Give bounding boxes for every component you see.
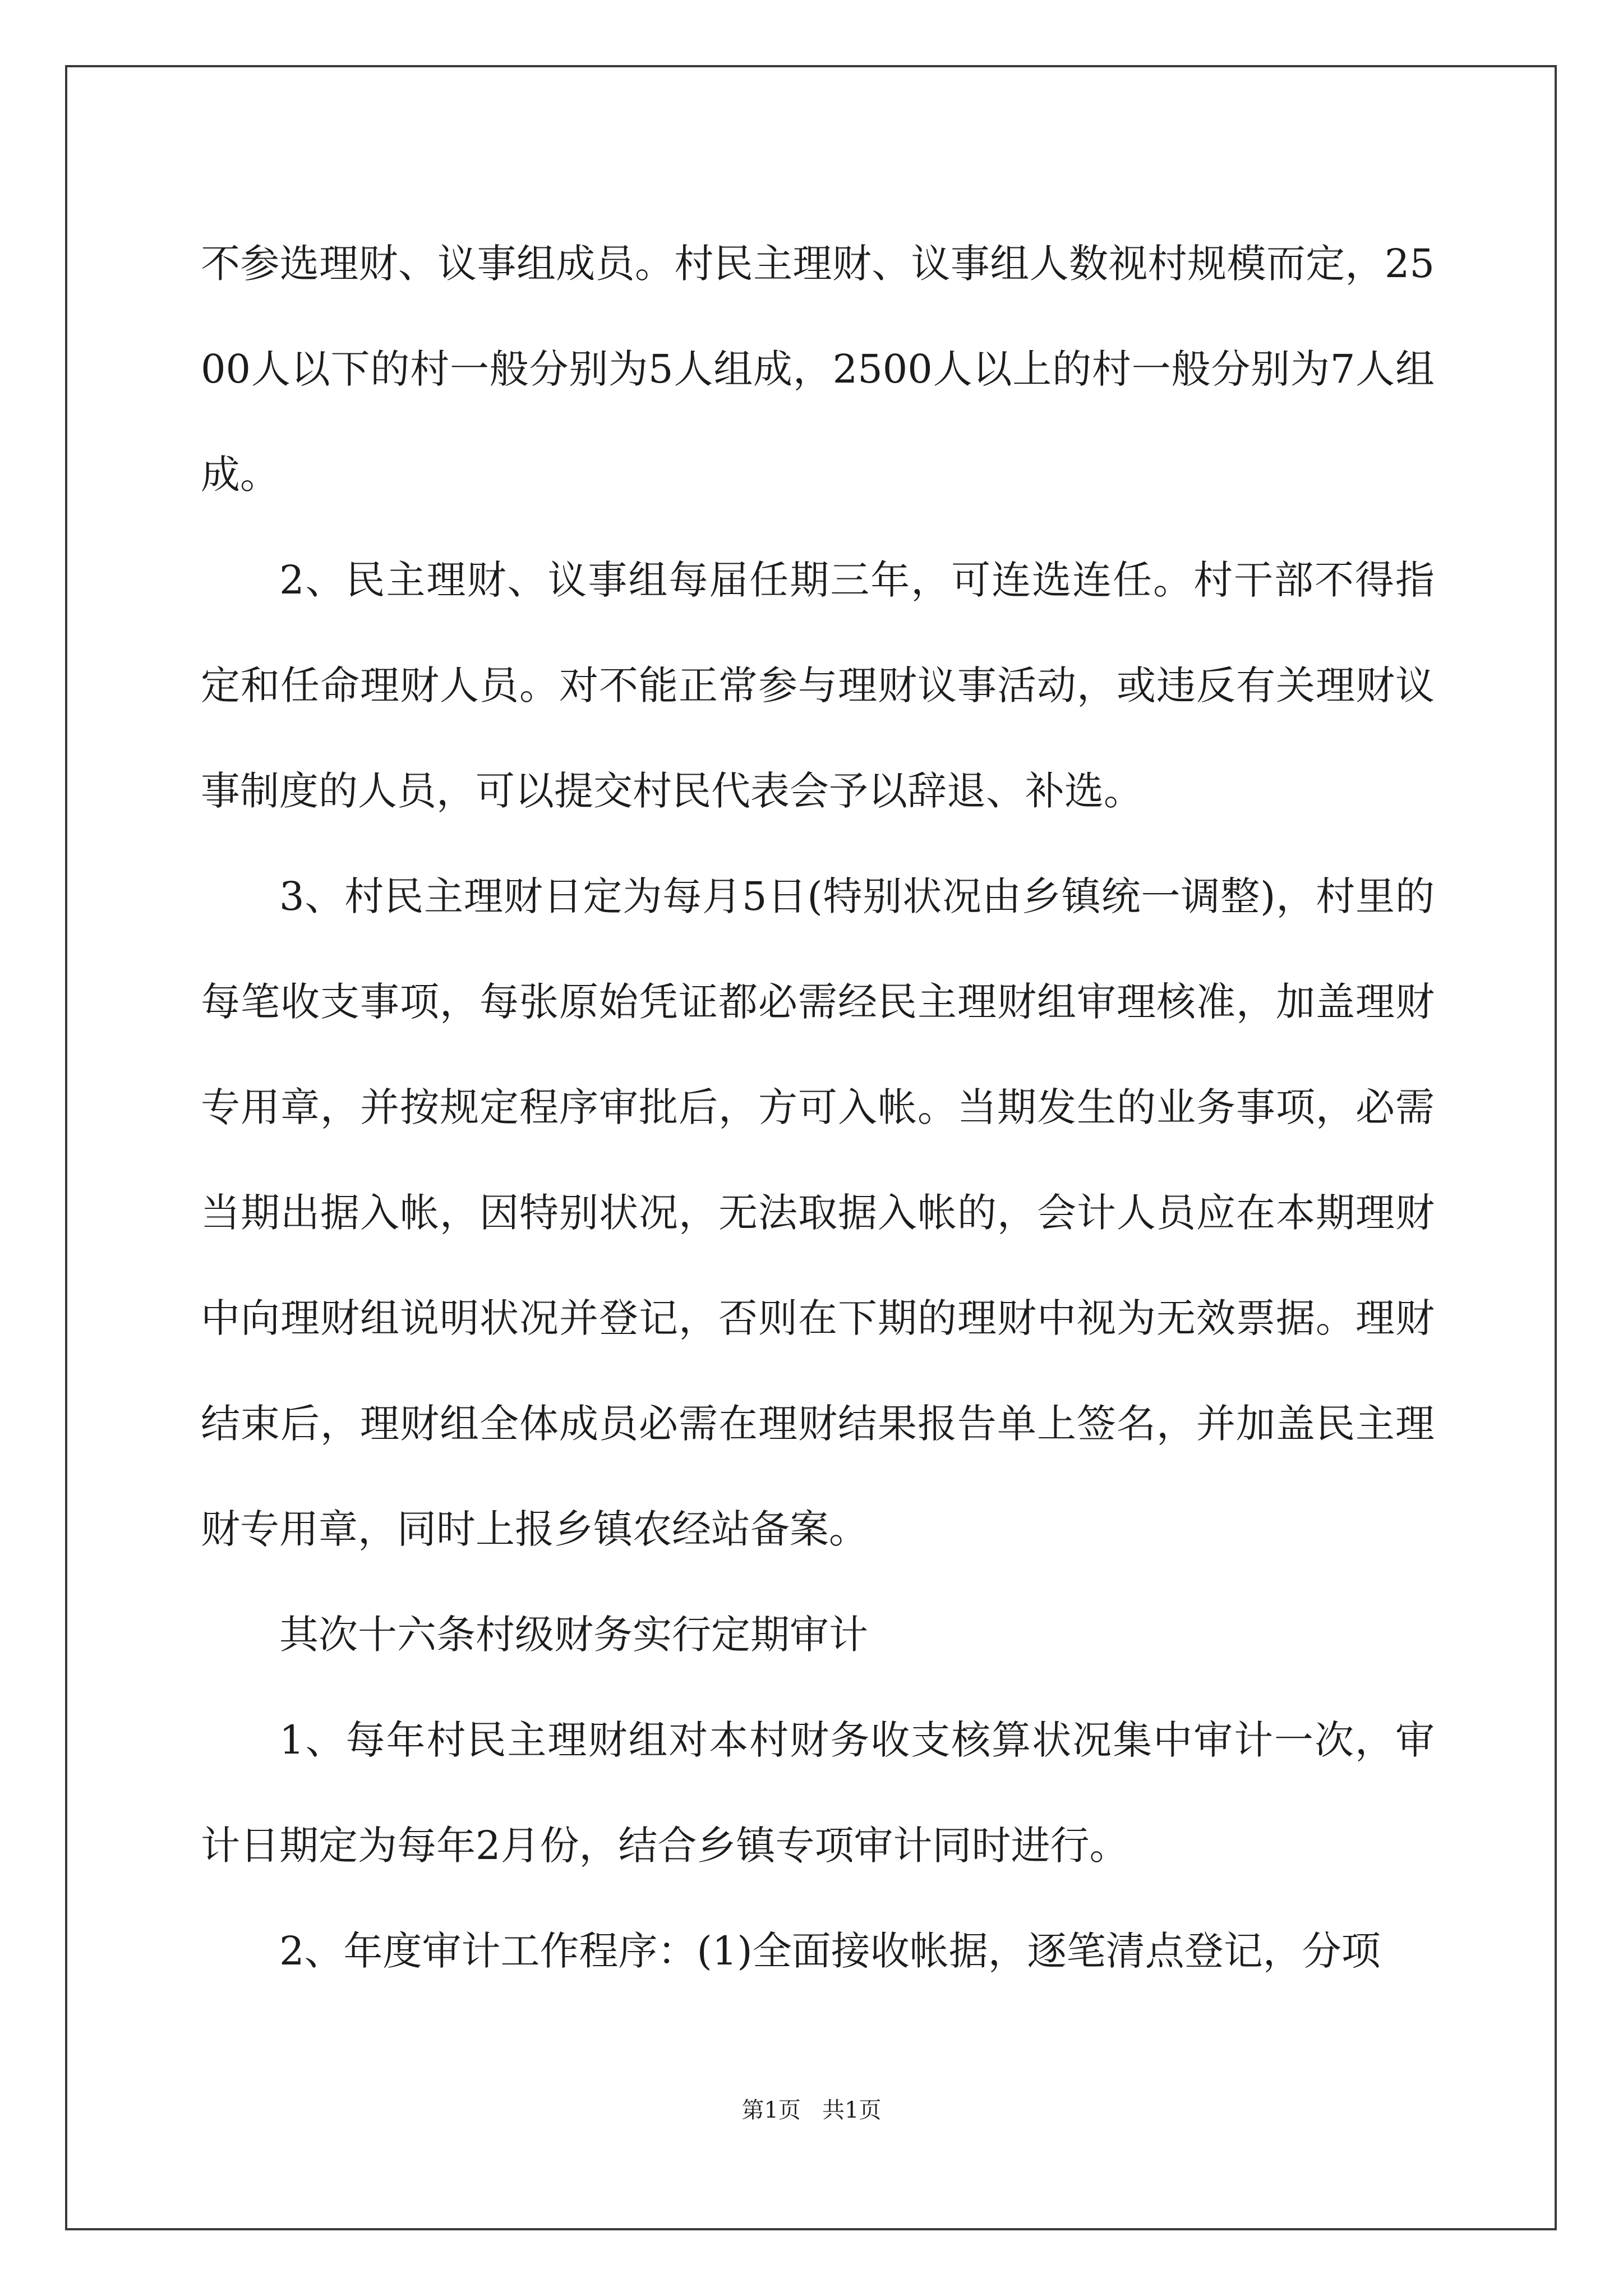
paragraph-3: 3、村民主理财日定为每月5日(特别状况由乡镇统一调整)，村里的每笔收支事项，每张原始凭证都必需经民主理财组审理核准，加盖理财专用章，并按规定程序审批后，方可入帐。当期发生的业务事项，必需当期出据入帐，因特别状况，无法取据入帐的，会计人员应在本期理财中向理财组说明状况并登记，否则在下期的理财中视为无效票据。理财结束后，理财组全体成员必需在理财结果报告单上签名，并加盖民主理财专用章，同时上报乡镇农经站备案。 bbox=[201, 873, 1435, 1552]
paragraph-2: 2、民主理财、议事组每届任期三年，可连选连任。村干部不得指定和任命理财人员。对不能正常参与理财议事活动，或违反有关理财议事制度的人员，可以提交村民代表会予以辞退、补选。 bbox=[201, 557, 1435, 814]
paragraph-1: 不参选理财、议事组成员。村民主理财、议事组人数视村规模而定，2500人以下的村一般分别为5人组成，2500人以上的村一般分别为7人组成。 bbox=[201, 241, 1435, 498]
page-number-footer: 第1页 共1页 bbox=[741, 2097, 882, 2123]
paragraph-4: 1、每年村民主理财组对本村财务收支核算状况集中审计一次，审计日期定为每年2月份，结合乡镇专项审计同时进行。 bbox=[201, 1717, 1435, 1869]
section-heading: 其次十六条村级财务实行定期审计 bbox=[279, 1612, 868, 1658]
document-body bbox=[201, 211, 1435, 2004]
paragraph-5: 2、年度审计工作程序：(1)全面接收帐据，逐笔清点登记，分项 bbox=[279, 1928, 1381, 1974]
